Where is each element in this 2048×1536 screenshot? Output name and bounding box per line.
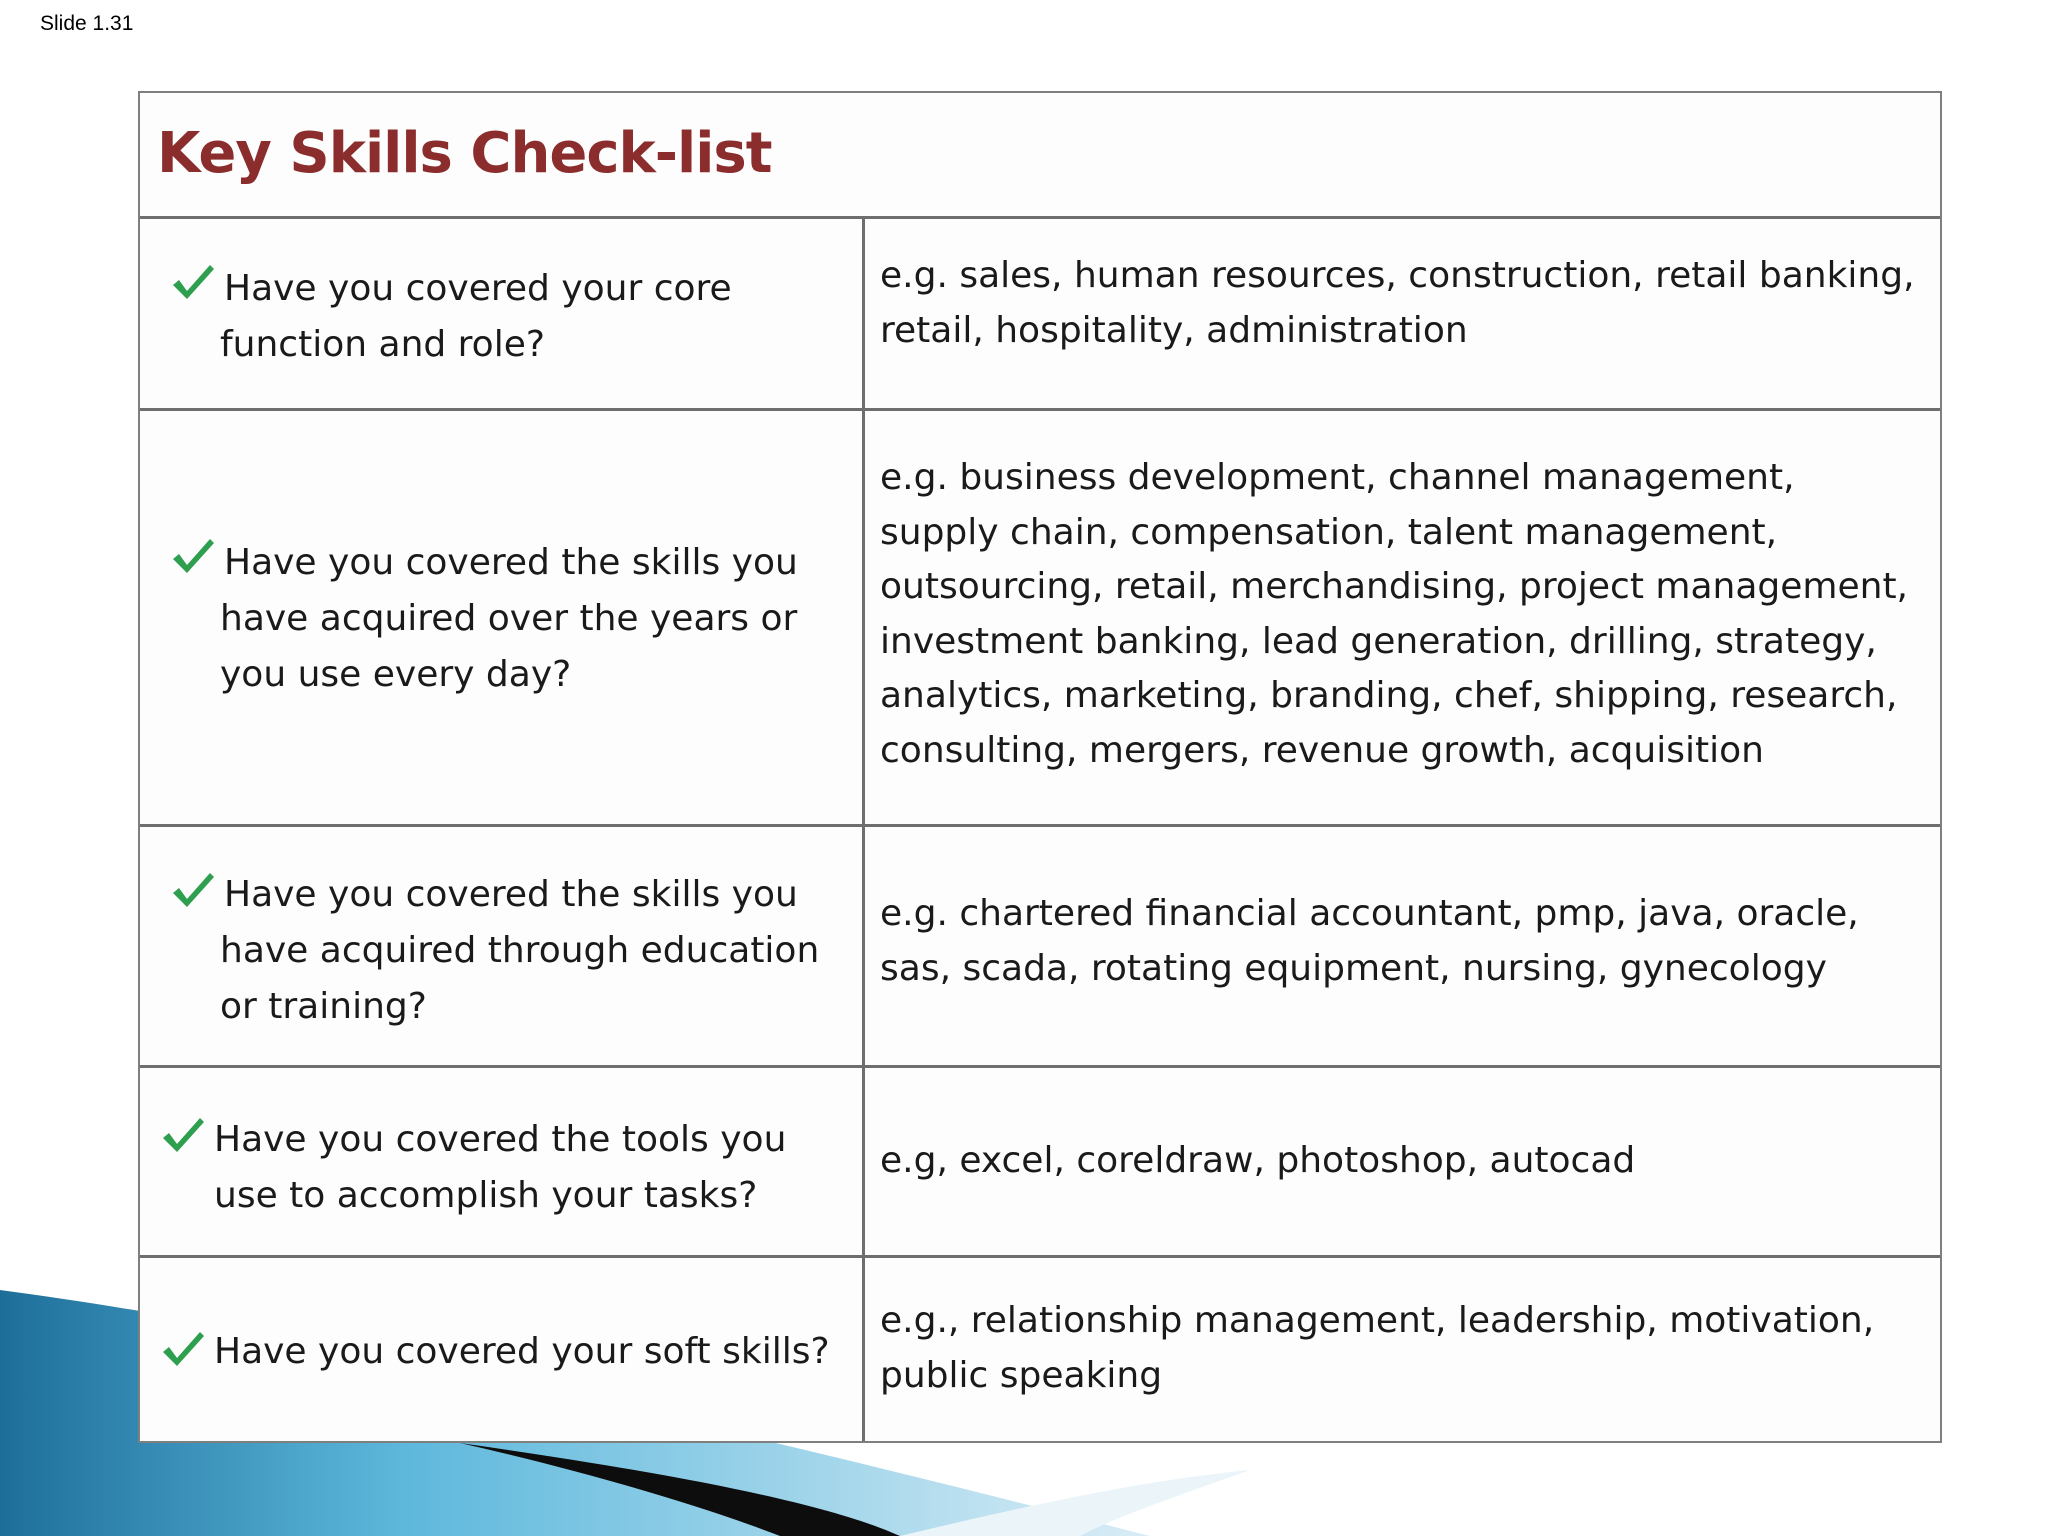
question-line: have acquired over the years or: [220, 598, 798, 639]
checklist-title: Key Skills Check-list: [157, 121, 772, 186]
checklist-row: [140, 1258, 1940, 1445]
example-line: investment banking, lead generation, drilling, strategy,: [880, 620, 1877, 662]
row-example: [880, 249, 1930, 358]
checklist-row: [140, 827, 1940, 1068]
question-line: Have you covered the tools you: [214, 1119, 787, 1160]
example-line: e.g, excel, coreldraw, photoshop, autocad: [880, 1140, 1636, 1181]
title-row: [140, 93, 1940, 219]
question-line: function and role?: [220, 324, 545, 365]
row-question: [214, 1324, 830, 1380]
slide-number: Slide 1.31: [40, 12, 134, 35]
example-line: supply chain, compensation, talent management,: [880, 511, 1778, 553]
row-question: [220, 535, 798, 703]
question-line: you use every day?: [220, 654, 572, 695]
checkmark-icon: [160, 1328, 206, 1370]
row-example: [880, 887, 1930, 996]
question-line: or training?: [220, 986, 427, 1027]
row-question: [214, 1112, 786, 1224]
checkmark-icon: [170, 869, 216, 911]
example-line: e.g., relationship management, leadership, motivation,: [880, 1300, 1875, 1341]
question-line: Have you covered your core: [224, 268, 732, 309]
example-line: retail, hospitality, administration: [880, 309, 1468, 351]
skills-checklist-table: [138, 91, 1942, 1443]
row-question: [220, 261, 732, 373]
example-line: e.g. business development, channel management,: [880, 457, 1795, 498]
question-line: Have you covered the skills you: [224, 542, 798, 583]
question-line: use to accomplish your tasks?: [214, 1175, 758, 1216]
checkmark-icon: [170, 535, 216, 577]
example-line: analytics, marketing, branding, chef, shipping, research,: [880, 675, 1898, 716]
row-example: [880, 451, 1930, 778]
example-line: e.g. sales, human resources, construction, retail banking,: [880, 255, 1915, 296]
example-line: sas, scada, rotating equipment, nursing, gynecology: [880, 947, 1827, 989]
checkmark-icon: [160, 1114, 206, 1156]
question-line: Have you covered the skills you: [224, 874, 798, 915]
question-line: Have you covered your soft skills?: [214, 1331, 830, 1372]
row-example: [880, 1134, 1930, 1189]
example-line: e.g. chartered financial accountant, pmp, java, oracle,: [880, 893, 1859, 934]
row-example: [880, 1294, 1930, 1403]
checklist-row: [140, 1068, 1940, 1258]
checkmark-icon: [170, 261, 216, 303]
checklist-row: [140, 219, 1940, 411]
example-line: consulting, mergers, revenue growth, acquisition: [880, 729, 1764, 771]
question-line: have acquired through education: [220, 930, 820, 971]
example-line: public speaking: [880, 1354, 1163, 1396]
row-question: [220, 867, 820, 1035]
checklist-row: [140, 411, 1940, 827]
example-line: outsourcing, retail, merchandising, project management,: [880, 566, 1909, 607]
